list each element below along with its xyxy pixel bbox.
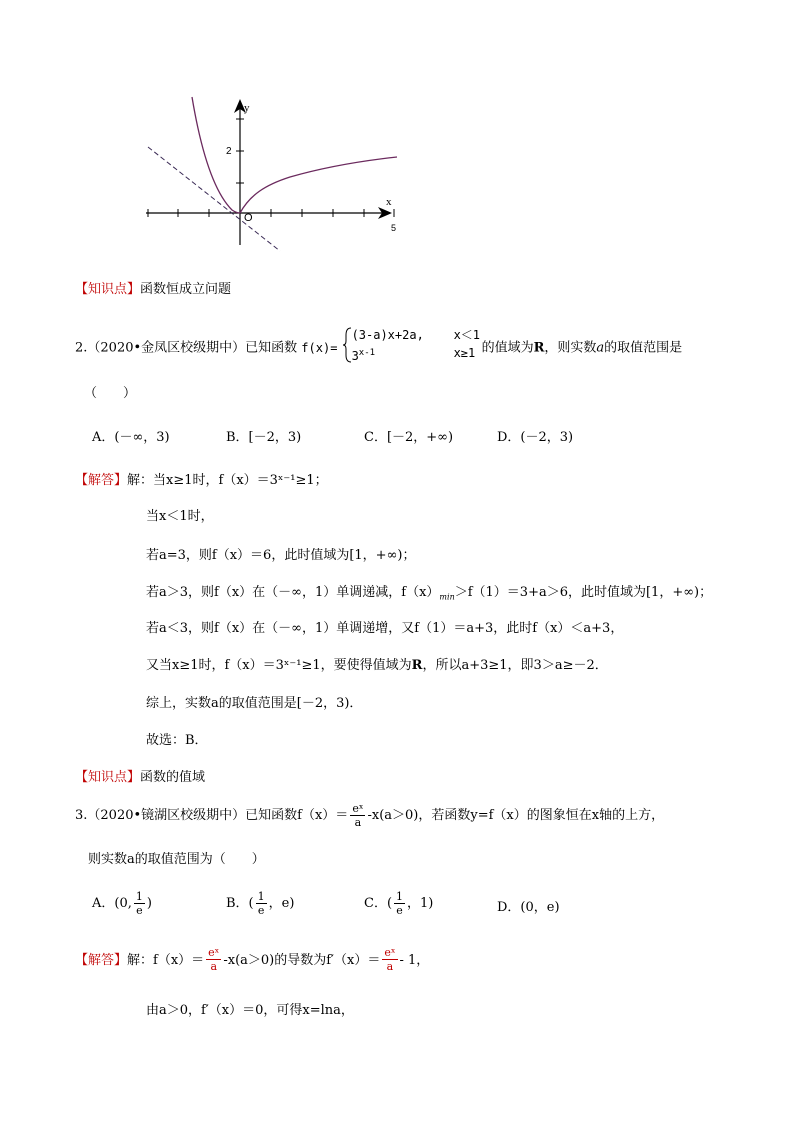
sol3-line-1: 由a＞0，f′（x）＝0，可得x=lna， xyxy=(146,1003,354,1018)
y-axis-label: y xyxy=(244,102,250,114)
q2-piece1-cond: x＜1 xyxy=(453,328,481,342)
sol2-line-5b: ，所以a+3≥1，即3＞a≥－2． xyxy=(422,658,608,673)
sol2-min: min xyxy=(439,592,455,602)
q2-a: a xyxy=(596,340,605,356)
q2-piecewise xyxy=(342,327,482,363)
kp-text: 函数恒成立问题 xyxy=(140,282,232,297)
sol2-line-3b: ＞f（1）＝3+a＞6，此时值域为[1，+∞)； xyxy=(454,585,713,600)
solution-3-line-0 xyxy=(75,946,429,973)
x-axis-label: x xyxy=(386,196,392,208)
q2-piece2-expr: 3 xyxy=(351,349,359,363)
sol2-line-4: 若a＜3，则f（x）在（－∞，1）单调递增，又f（1）＝a+3，此时f（x）＜a+3， xyxy=(146,621,624,636)
sol3-tag: 【解答】 xyxy=(75,953,128,968)
sol2-R: R xyxy=(411,658,423,673)
q2-piece2-cond: x≥1 xyxy=(453,346,476,360)
q2-option-b: B．[－2，3) xyxy=(226,430,302,445)
q2-fx: f(x)= xyxy=(301,341,338,355)
q2-R: R xyxy=(533,340,545,356)
sol3-frac-1: $\frac{\text{eˣ}}{a}$ xyxy=(208,946,220,973)
origin-label: O xyxy=(244,212,253,224)
knowledge-point-1 xyxy=(75,278,231,297)
question-2-paren: （ ） xyxy=(84,386,137,401)
question-3-line-1 xyxy=(75,802,664,829)
q3-option-b: B．( $\frac{1}{e}$ ，e) xyxy=(226,890,295,917)
right-curve xyxy=(240,157,397,213)
left-curve xyxy=(192,97,240,213)
sol-tag: 【解答】 xyxy=(75,473,128,488)
sol2-line-2: 若a=3，则f（x）＝6，此时值域为[1，+∞)； xyxy=(146,548,416,563)
sol2-line-3 xyxy=(146,581,712,602)
q3-option-a: A．(0, $\frac{1}{e}$ ) xyxy=(92,890,152,917)
kp-tag: 【知识点】 xyxy=(75,282,141,297)
sol2-line-0: 解：当x≥1时，f（x）＝3ˣ⁻¹≥1； xyxy=(127,473,328,488)
kp2-tag: 【知识点】 xyxy=(75,770,141,785)
question-2-stem xyxy=(75,328,683,363)
q2-stem-d: 的取值范围是 xyxy=(604,340,683,356)
q3-stem-b: -x(a＞0)，若函数y=f（x）的图象恒在x轴的上方， xyxy=(367,808,665,823)
sol2-line-7: 故选：B． xyxy=(146,733,208,748)
sol2-line-6: 综上，实数a的取值范围是[－2，3)． xyxy=(146,696,363,711)
q3-frac-den: a xyxy=(354,816,362,829)
function-graph xyxy=(140,95,410,255)
x-tick-label: 5 xyxy=(391,223,397,233)
dashed-line xyxy=(148,147,280,251)
q2-option-c: C．[－2，+∞) xyxy=(364,430,454,445)
q3-frac-num: eˣ xyxy=(352,802,364,815)
sol2-line-1: 当x＜1时， xyxy=(146,509,214,524)
q2-stem-b: 的值域为 xyxy=(481,340,534,356)
sol3-line-0b: -x(a＞0)的导数为f′（x）＝ xyxy=(223,953,381,968)
sol3-frac-2: $\frac{\text{eˣ}}{a}$ xyxy=(384,946,396,973)
q3-stem-a: 3.（2020•镜湖区校级期中）已知函数f（x）＝ xyxy=(75,808,349,823)
q2-option-d: D．(－2，3) xyxy=(497,430,574,445)
sol3-line-0c: - 1， xyxy=(399,953,430,968)
question-3-line-2: 则实数a的取值范围为（ ） xyxy=(88,852,265,867)
q2-piece1-expr: (3-a)x+2a, xyxy=(351,328,424,342)
y-tick-label: 2 xyxy=(226,146,232,157)
sol3-line-0a: 解：f（x）＝ xyxy=(127,953,205,968)
sol2-line-5 xyxy=(146,654,608,673)
kp2-text: 函数的值域 xyxy=(140,770,206,785)
q3-frac xyxy=(350,802,365,829)
solution-2-line-0 xyxy=(75,469,328,488)
sol2-line-5a: 又当x≥1时，f（x）＝3ˣ⁻¹≥1，要使得值域为 xyxy=(146,658,412,673)
q2-option-a: A．(－∞，3) xyxy=(92,430,170,445)
q2-piece2-exp: x-1 xyxy=(358,348,376,358)
q2-stem-c: ，则实数 xyxy=(544,340,597,356)
q3-option-c: C．( $\frac{1}{e}$ ，1) xyxy=(364,890,434,917)
q2-stem-a: 2.（2020•金凤区校级期中）已知函数 xyxy=(75,340,298,356)
knowledge-point-2 xyxy=(75,766,205,785)
q3-option-d: D．(0，e) xyxy=(497,900,560,915)
sol2-line-3a: 若a＞3，则f（x）在（－∞，1）单调递减，f（x） xyxy=(146,585,440,600)
